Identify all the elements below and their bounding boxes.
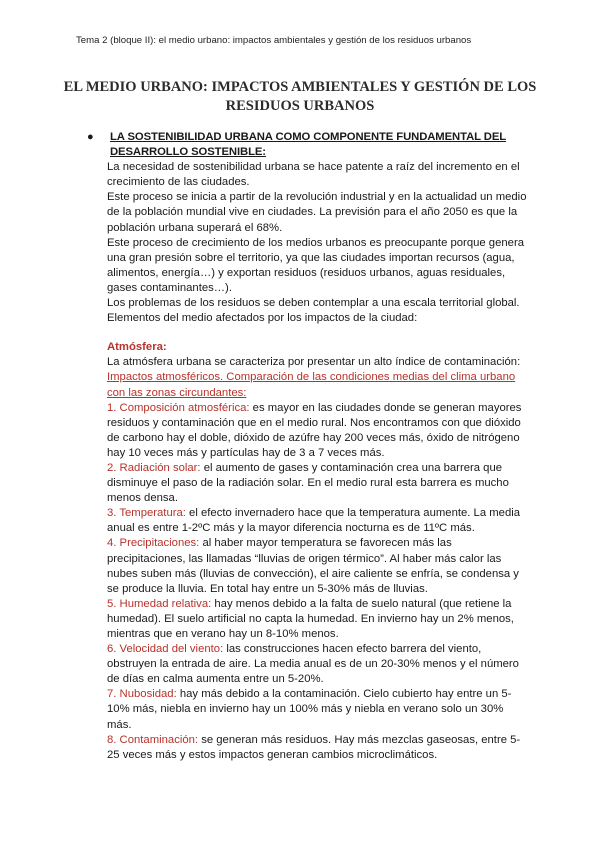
list-item [107, 506, 527, 536]
list-item [107, 687, 527, 732]
item-text: las construcciones hacen efecto barrera del viento, obstruyen la entrada de aire. La media anual es de un 20-30% menos y el número de días en calma aumenta entre un 5-20%. [107, 643, 519, 686]
item-label: 5. Humedad relativa: [107, 597, 212, 610]
item-text: hay menos debido a la falta de suelo natural (que retiene la humedad). El suelo artificial no capta la humedad. En invierno hay un 2% menos, mientras que en verano hay un 8-10% menos. [107, 597, 514, 640]
item-text: hay más debido a la contaminación. Cielo cubierto hay entre un 5-10% más, niebla en invierno hay un 100% más y niebla en verano solo un 30% más. [107, 688, 512, 731]
item-label: 7. Nubosidad: [107, 688, 177, 701]
intro-paragraph: La necesidad de sostenibilidad urbana se hace patente a raíz del incremento en el crecimiento de las ciudades. [107, 161, 520, 189]
atmosphere-impacts-link[interactable]: Impactos atmosféricos. Comparación de las condiciones medias del clima urbano con las zonas circundantes: [107, 371, 516, 399]
list-item [107, 642, 527, 687]
item-text: el efecto invernadero hace que la temperatura aumente. La media anual es entre 1-2ºC más y la mayor diferencia nocturna es de 11ºC más. [107, 507, 521, 535]
running-header: Tema 2 (bloque II): el medio urbano: impactos ambientales y gestión de los residuos urbanos [76, 35, 472, 46]
document-title: EL MEDIO URBANO: IMPACTOS AMBIENTALES Y GESTIÓN DE LOS RESIDUOS URBANOS [63, 79, 537, 114]
item-label: 6. Velocidad del viento: [107, 643, 224, 656]
document-body [87, 130, 527, 763]
bullet-icon: ● [87, 131, 94, 143]
list-item [107, 597, 527, 642]
atmosphere-intro: La atmósfera urbana se caracteriza por presentar un alto índice de contaminación: [107, 356, 521, 369]
item-label: 1. Composición atmosférica: [107, 401, 250, 414]
item-text: se generan más residuos. Hay más mezclas gaseosas, entre 5-25 veces más y estos impactos generan cambios microclimáticos. [107, 733, 521, 761]
list-item [107, 461, 527, 506]
section-heading: LA SOSTENIBILIDAD URBANA COMO COMPONENTE FUNDAMENTAL DEL DESARROLLO SOSTENIBLE: [110, 131, 507, 159]
intro-paragraph: Los problemas de los residuos se deben contemplar a una escala territorial global. [107, 297, 520, 310]
intro-paragraph: Este proceso se inicia a partir de la revolución industrial y en la actualidad un medio de la población mundial vive en ciudades. La previsión para el año 2050 es que la población urbana superará el 68%. [107, 191, 527, 234]
item-label: 2. Radiación solar: [107, 461, 201, 474]
item-text: es mayor en las ciudades donde se generan mayores residuos y contaminación que en el medio rural. Nos encontramos con que dióxido de carbono hay el doble, dióxido de azúfre hay 200 veces más, óxido de nitrógeno hay 10 veces más y partículas hay de 3 a 7 veces más. [107, 401, 522, 459]
item-text: el aumento de gases y contaminación crea una barrera que disminuye el paso de la radiación solar. En el medio rural esta barrera es mucho menos densa. [107, 461, 509, 505]
list-item [107, 401, 527, 461]
item-label: 4. Precipitaciones: [107, 537, 200, 550]
intro-paragraph: Elementos del medio afectados por los impactos de la ciudad: [107, 312, 418, 325]
spacer [107, 326, 527, 340]
list-item [107, 536, 527, 596]
list-item [107, 733, 527, 763]
intro-paragraph: Este proceso de crecimiento de los medios urbanos es preocupante porque genera una gran presión sobre el territorio, ya que las ciudades importan recursos (agua, alimentos, energía…) y exportan residuos (residuos urbanos, aguas residuales, gases contaminantes…). [107, 236, 524, 294]
item-label: 3. Temperatura: [107, 507, 186, 520]
item-text: al haber mayor temperatura se favorecen más las precipitaciones, las llamadas “lluvias de origen térmico”. Al haber más calor las nubes suben más (lluvias de convección), el aire caliente se enfría, se condensa y se produce la lluvia. En total hay entre un 5-30% más de lluvias. [107, 537, 519, 595]
item-label: 8. Contaminación: [107, 733, 199, 746]
atmosphere-heading: Atmósfera: [107, 341, 167, 354]
